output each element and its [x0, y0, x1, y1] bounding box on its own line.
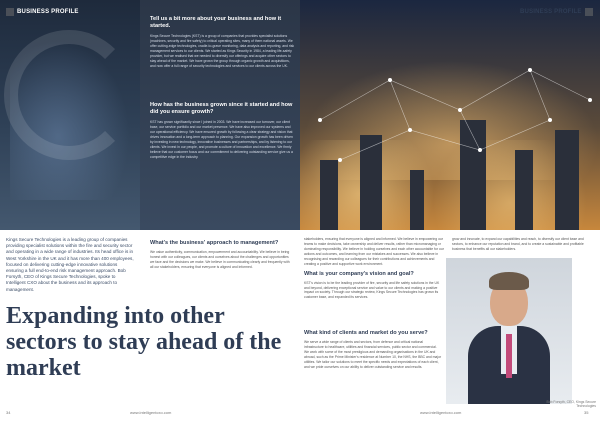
answer-text: We serve a wide range of clients and sectors, from defence and critical national infrastructure to healthcare, utilities and financial services, public sector and commercial. We work with some of the most prestigious and demanding organisations in the UK and abroad, such as the Prime Minister's residence at Number 10, the NHS, the BBC and major utilities. We tailor our solutions to meet the specific needs and expectations of each client, and we pride ourselves on our ability to deliver outstanding service and results.: [304, 339, 442, 369]
clients-section: [304, 330, 442, 370]
left-footer-url[interactable]: www.intelligentcxo.com: [130, 410, 172, 415]
article-headline: Expanding into other sectors to stay ahead of the market: [6, 303, 282, 381]
portrait-tie: [506, 334, 512, 378]
left-hero-photo: [0, 0, 140, 230]
management-column: [150, 240, 290, 270]
city-network-photo: [300, 0, 600, 230]
answer-text: KST's vision is to be the leading provider of fire, security and life safety solutions in the UK and beyond, delivering exceptional service and value to our clients and making a positive impact on society. Through our strategic review, Kings Secure Technologies has grown its customer base, and expanded its services.: [304, 280, 440, 300]
network-lines-graphic: [300, 0, 600, 230]
right-section-header: [520, 6, 593, 17]
header-square-icon: [585, 8, 593, 16]
answer-text: We value authenticity, communication, empowerment and accountability. We believe in being honest with our colleagues, our clients and ourselves about the challenges and opportunities we face and the decisions we make. We believe in communicating clearly and frequently with all our stakeholders, ensuring that everyone is aligned and informed.: [150, 249, 290, 269]
interview-panel: [140, 0, 300, 230]
question-heading: What kind of clients and market do you serve?: [304, 330, 428, 336]
left-section-label: BUSINESS PROFILE: [17, 8, 79, 15]
right-footer-url[interactable]: www.intelligentcxo.com: [420, 410, 462, 415]
answer-text: grow and innovate, to expand our capabilities and reach, to diversify our client base and sectors, to enhance our reputation and brand, and to create a sustainable and profitable business that benefits all our stakeholders.: [452, 237, 584, 251]
question-heading: Tell us a bit more about your business and how it started.: [150, 16, 282, 29]
left-page-number: 34: [6, 410, 11, 415]
question-heading: What's the business' approach to management?: [150, 240, 279, 246]
article-intro: Kings Secure Technologies is a leading group of companies providing specialist solutions within the fire and security sector and operating in a wide range of industries. Its head office is in West Yorkshire in the UK and it has more than 400 employees, focused on delivering cutting-edge innovative solutions ensuring a full end-to-end risk management approach. Bob Forsyth, CEO of Kings Secure Technologies, spoke to Intelligent CXO about the business and its approach to management.: [6, 237, 134, 292]
brand-watermark: [4, 30, 134, 160]
question-block-2: [150, 102, 295, 159]
left-section-header: [6, 6, 79, 17]
answer-text: stakeholders, ensuring that everyone is aligned and informed. We believe in empowering our teams to make decisions, take ownership and deliver results, rather than micromanaging or dominating responsibility. We believe in holding ourselves and each other accountable for our actions and outcomes, and learning from our mistakes and successes. We also believe in recognising and rewarding our colleagues for their contributions and achievements and creating a positive and supportive work environment.: [304, 237, 444, 266]
ceo-portrait: [446, 258, 572, 404]
answer-text: KST has grown significantly since I joined in 2003. We have increased our turnover, our client base, our service portfolio and our market presence. We have also improved our systems and our operational efficiency. We have ensured growth by following a clear strategy and vision that drives innovation and a long-term approach to planning. Our expansion growth has been driven by investing in new technology, innovative businesses and partnerships, and by listening to our clients. We invest in our people, and promote a culture of innovation and excellence. We firmly believe that our customer focus and our commitment to delivering outstanding service give us a competitive edge in the industry.: [150, 119, 293, 159]
question-heading: How has the business grown since it started and how did you ensure growth?: [150, 102, 293, 115]
right-page-number: 35: [584, 410, 589, 415]
vision-column: [304, 237, 444, 300]
question-block-1: [150, 16, 295, 69]
question-heading: What is your company's vision and goal?: [304, 270, 414, 277]
clients-column: [452, 237, 592, 252]
answer-text: Kings Secure Technologies (KST) is a group of companies that provides specialist solutions (machines, security and fire safety) to critical operating sites, many of them national assets. We offer cutting-edge technologies, cradle-to-grave monitoring, data analysis and reporting, and risk management services to our clients. We started as Kings Security in 1984, a leading life-safety provider, but we realised that we needed to diversify our offerings and acquire other sectors to stay ahead of the market. We have grown the group through organic growth and acquisitions, and now offer a full range of security technologies and services to our clients across the UK.: [150, 33, 295, 68]
header-square-icon: [6, 8, 14, 16]
portrait-hair: [489, 272, 529, 290]
right-section-label: BUSINESS PROFILE: [520, 8, 582, 15]
portrait-caption: Bob Forsyth, CEO, Kings Secure Technologies: [546, 400, 596, 409]
